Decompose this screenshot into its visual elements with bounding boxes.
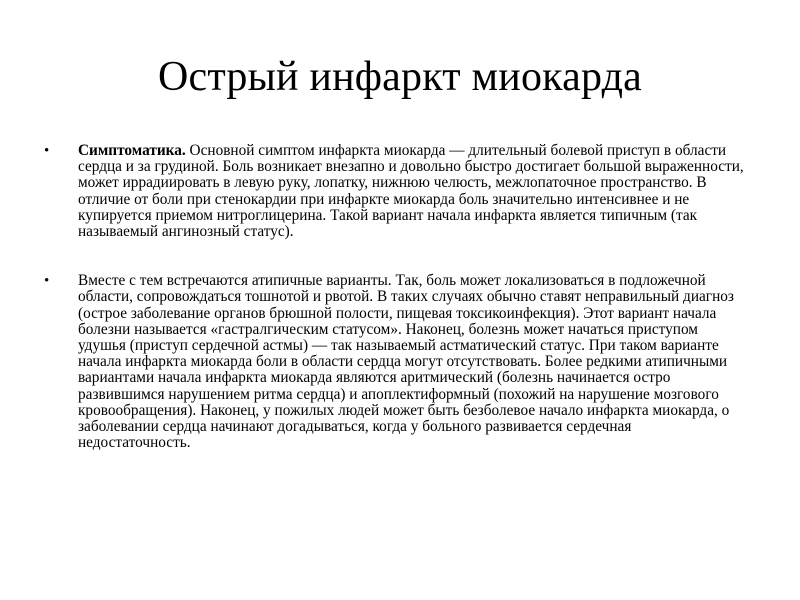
bullet-marker: • <box>44 143 50 159</box>
bullet-marker: • <box>44 273 50 290</box>
bullet-item-atypical <box>40 273 745 451</box>
bullet-text-atypical: Вместе с тем встречаются атипичные варианты. Так, боль может локализоваться в подложечной области, сопровождаться тошнотой и рвотой. В таких случаях обычно ставят неправильный диагноз (острое заболевание органов брюшной полости, пищевая токсикоинфекция). Этот вариант начала болезни называется «гастралгическим статусом». Наконец, болезнь может начаться приступом удушья (приступ сердечной астмы) — так называемый астматический статус. При таком варианте начала инфаркта миокарда боли в области сердца могут отсутствовать. Более редкими атипичными вариантами начала инфаркта миокарда являются аритмический (болезнь начинается остро развившимся нарушением ритма сердца) и апоплектиформный (похожий на нарушение мозгового кровообращения). Наконец, у пожилых людей может быть безболевое начало инфаркта миокарда, о заболевании сердца начинают догадываться, когда у больного развивается сердечная недостаточность. <box>78 272 734 452</box>
slide-title: Острый инфаркт миокарда <box>157 54 643 100</box>
bullet-list <box>40 143 745 451</box>
bullet-item-symptoms <box>40 143 745 240</box>
bullet-lead-symptoms: Симптоматика. <box>78 142 186 159</box>
bullet-text-symptoms: Основной симптом инфаркта миокарда — длительный болевой приступ в области сердца и за грудиной. Боль возникает внезапно и довольно быстро достигает большой выраженности, может иррадиировать в левую руку, лопатку, нижнюю челюсть, межлопаточное пространство. В отличие от боли при стенокардии при инфаркте миокарда боль значительно интенсивнее и не купируется приемом нитроглицерина. Такой вариант начала инфаркта является типичным (так называемый ангинозный статус). <box>78 142 744 241</box>
